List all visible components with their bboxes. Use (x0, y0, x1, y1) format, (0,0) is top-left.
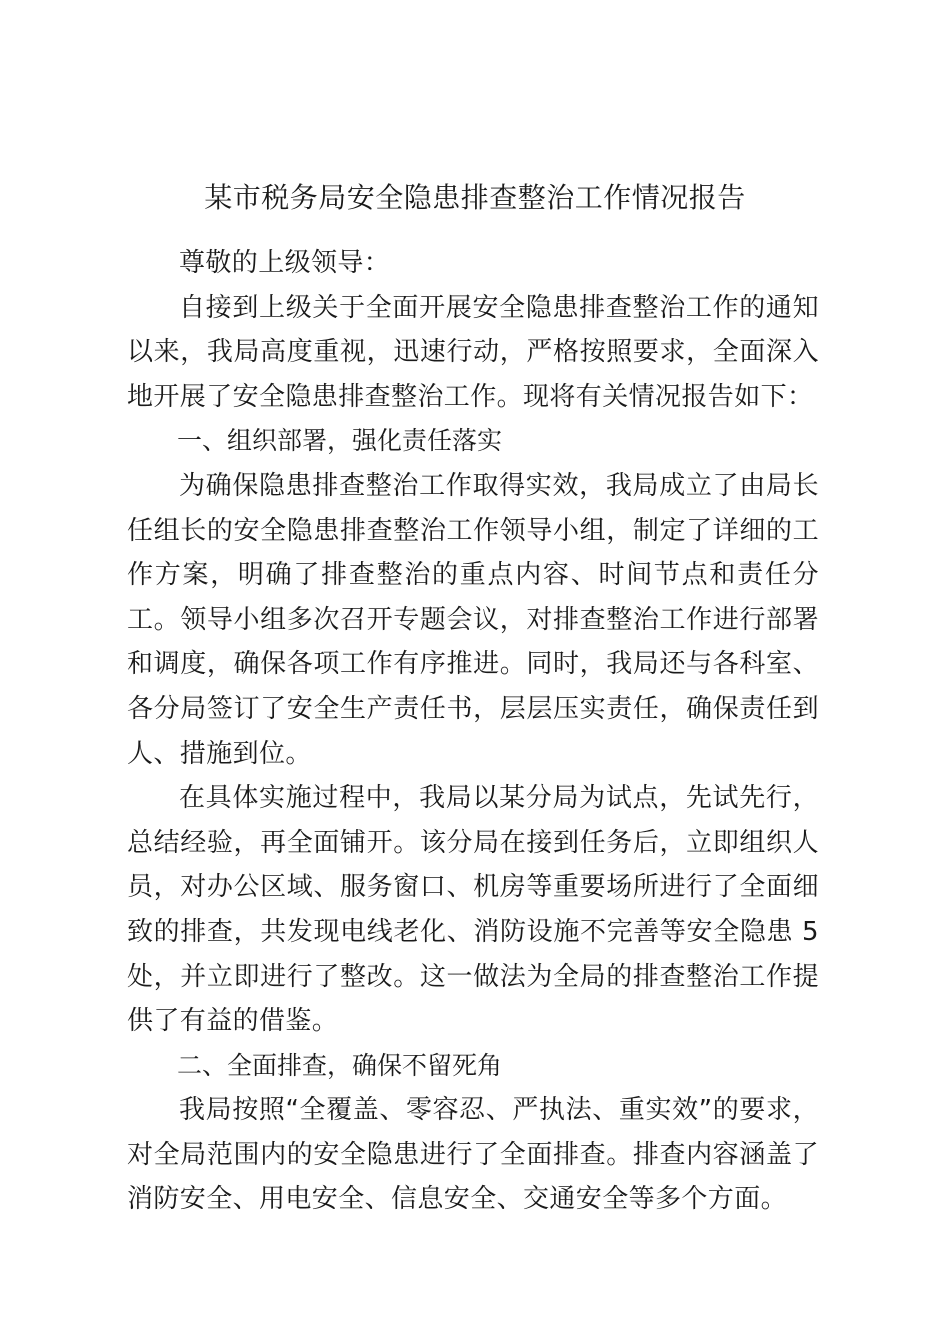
intro-paragraph: 自接到上级关于全面开展安全隐患排查整治工作的通知以来，我局高度重视，迅速行动，严格按照要求，全面深入地开展了安全隐患排查整治工作。现将有关情况报告如下： (127, 292, 819, 412)
salutation: 尊敬的上级领导： (179, 248, 391, 278)
section-2-heading: 二、全面排查，确保不留死角 (177, 1050, 503, 1080)
document-body (127, 241, 819, 1222)
section-1-paragraph-1: 为确保隐患排查整治工作取得实效，我局成立了由局长任组长的安全隐患排查整治工作领导小组，制定了详细的工作方案，明确了排查整治的重点内容、时间节点和责任分工。领导小组多次召开专题会议，对排查整治工作进行部署和调度，确保各项工作有序推进。同时，我局还与各科室、各分局签订了安全生产责任书，层层压实责任，确保责任到人、措施到位。 (127, 470, 819, 769)
section-2-paragraph-1: 我局按照“全覆盖、零容忍、严执法、重实效”的要求，对全局范围内的安全隐患进行了全面排查。排查内容涵盖了消防安全、用电安全、信息安全、交通安全等多个方面。 (127, 1095, 819, 1215)
section-1-paragraph-2: 在具体实施过程中，我局以某分局为试点，先试先行，总结经验，再全面铺开。该分局在接到任务后，立即组织人员，对办公区域、服务窗口、机房等重要场所进行了全面细致的排查，共发现电线老化、消防设施不完善等安全隐患 5 处，并立即进行了整改。这一做法为全局的排查整治工作提供了有益的借鉴。 (127, 783, 819, 1037)
document-title: 某市税务局安全隐患排查整治工作情况报告 (204, 181, 746, 214)
section-1-heading: 一、组织部署，强化责任落实 (177, 426, 503, 456)
